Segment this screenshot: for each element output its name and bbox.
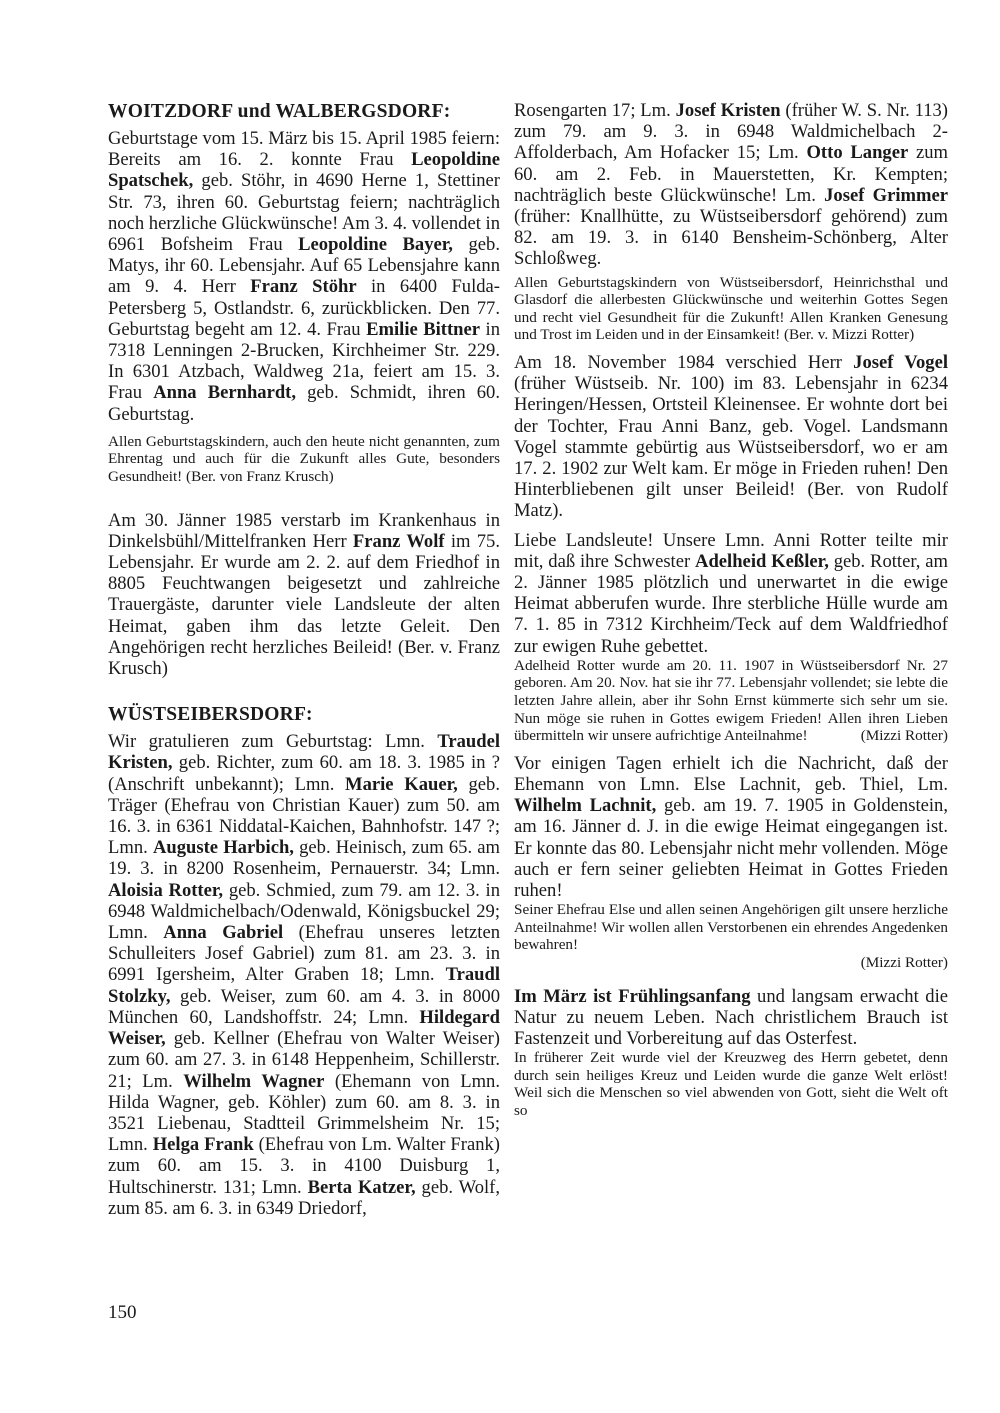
birthday-note-woitzdorf: Allen Geburtstagskindern, auch den heute nicht genannten, zum Ehrentag und auch für die Zukunft alles Gute, besonders Gesundheit! (Ber. von Franz Krusch) [108, 432, 500, 486]
section-heading-wuestseibersdorf: WÜSTSEIBERSDORF: [108, 704, 313, 726]
person-name: Emilie Bittner [366, 318, 481, 340]
person-name: Josef Grimmer [824, 184, 948, 206]
obituary-franz-wolf: Am 30. Jänner 1985 verstarb im Krankenhaus in Dinkelsbühl/Mittelfranken Herr Franz Wolf im 75. Lebensjahr. Er wurde am 2. 2. auf dem Friedhof in 8805 Feuchtwangen beigesetzt und zahlreiche Trauergäste, darunter viele Landsleute der alten Heimat, gaben ihm das letzte Geleit. Den Angehörigen recht herzliches Beileid! (Ber. v. Franz Krusch) [108, 509, 500, 680]
person-name: Hildegard Weiser, [108, 1006, 500, 1050]
person-name: Adelheid Keßler, [695, 550, 829, 572]
obituary-adelheid-kessler: Liebe Landsleute! Unsere Lmn. Anni Rotter teilte mir mit, daß ihre Schwester Adelheid Keßler, geb. Rotter, am 2. Jänner 1985 plötzlich und unerwartet in die ewige Heimat abberufen wurde. Ihre sterbliche Hülle wurde am 7. 1. 85 in 7312 Kirchheim/Teck auf dem Waldfriedhof zur ewigen Ruhe gebettet. [514, 529, 948, 657]
person-name: Traudel Kristen, [108, 731, 500, 774]
birthday-note-wuestseibersdorf: Allen Geburtstagskindern von Wüstseibersdorf, Heinrichsthal und Glasdorf die allerbesten Glückwünsche und weiterhin Gottes Segen und recht viel Gesundheit für die Zukunft! Allen Kranken Genesung und Trost im Leiden und in der Einsamkeit! (Ber. v. Mizzi Rotter) [514, 273, 948, 344]
spring-paragraph: Im März ist Frühlingsanfang und langsam erwacht die Natur zu neuem Leben. Nach christlichem Brauch ist Fastenzeit und Vorbereitung auf das Osterfest. [514, 985, 948, 1050]
person-name: Wilhelm Lachnit, [514, 795, 657, 817]
person-name: Helga Frank [152, 1134, 254, 1156]
person-name: Otto Langer [806, 142, 909, 164]
obituary-josef-vogel: Am 18. November 1984 verschied Herr Josef Vogel (früher Wüstseib. Nr. 100) im 83. Lebensjahr in 6234 Heringen/Hessen, Ortsteil Kleinensee. Er wohnte dort bei der Tochter, Frau Anni Banz, geb. Vogel. Landsmann Vogel stammte gebürtig aus Wüstseibersdorf, wo er am 17. 2. 1902 zur Welt kam. Er möge in Frieden ruhen! Den Hinterbliebenen gilt unser Beileid! (Ber. von Rudolf Matz). [514, 352, 949, 522]
obituary-wilhelm-lachnit: Vor einigen Tagen erhielt ich die Nachricht, daß der Ehemann von Lmn. Else Lachnit, geb. Thiel, Lm. Wilhelm Lachnit, geb. am 19. 7. 1905 in Goldenstein, am 16. Jänner d. J. in die ewige Heimat eingegangen ist. Er konnte das 80. Lebensjahr nicht mehr vollenden. Möge auch er fern seiner geliebten Heimat in Gottes Frieden ruhen! [514, 752, 948, 902]
page-number: 150 [108, 1302, 137, 1323]
person-name: Marie Kauer, [345, 773, 458, 795]
person-name: Wilhelm Wagner [183, 1070, 325, 1092]
person-name: Franz Wolf [352, 530, 445, 552]
person-name: Berta Katzer, [307, 1176, 416, 1198]
person-name: Aloisia Rotter, [108, 879, 224, 901]
person-name: Im März ist Frühlingsanfang [514, 985, 751, 1007]
person-name: Auguste Harbich, [152, 837, 294, 859]
person-name: Josef Vogel [853, 352, 949, 373]
right-column [514, 100, 948, 1120]
lachnit-note-signature: (Mizzi Rotter) [860, 954, 948, 972]
kessler-note: Adelheid Rotter wurde am 20. 11. 1907 in Wüstseibersdorf Nr. 27 geboren. Am 20. Nov. hat sie ihr 77. Lebensjahr vollendet; sie lebte die letzten Jahre allein, aber ihr Sohn Ernst kümmerte sich sehr um sie. Nun möge sie ruhen in Gottes ewigem Frieden! Allen ihren Lieben übermitteln wir unsere aufrichtige Anteilnahme! [514, 656, 948, 745]
birthday-paragraph-woitzdorf: Geburtstage vom 15. März bis 15. April 1985 feiern: Bereits am 16. 2. konnte Frau Leopoldine Spatschek, geb. Stöhr, in 4690 Herne 1, Stettiner Str. 73, ihren 60. Geburtstag feiern; nachträglich noch herzliche Glückwünsche! Am 3. 4. vollendet in 6961 Bofsheim Frau Leopoldine Bayer, geb. Matys, ihr 60. Lebensjahr. Auf 65 Lebensjahre kann am 9. 4. Herr Franz Stöhr in 6400 Fulda-Petersberg 5, Ostlandstr. 6, zurückblicken. Den 77. Geburtstag begeht am 12. 4. Frau Emilie Bittner in 7318 Lenningen 2-Brucken, Kirchheimer Str. 229. In 6301 Atzbach, Waldweg 21a, feiert am 15. 3. Frau Anna Bernhardt, geb. Schmidt, ihren 60. Geburtstag. [108, 128, 500, 425]
section-heading-woitzdorf: WOITZDORF und WALBERGSDORF: [108, 101, 451, 122]
lachnit-note: Seiner Ehefrau Else und allen seinen Angehörigen gilt unsere herzliche Anteilnahme! Wir wollen allen Verstorbenen ein ehrendes Angedenken bewahren! [514, 901, 948, 954]
person-name: Leopoldine Bayer, [298, 234, 453, 256]
left-column [108, 100, 500, 1219]
kessler-note-signature: (Mizzi Rotter) [860, 727, 948, 745]
birthday-paragraph-wuestseibersdorf: Wir gratulieren zum Geburtstag: Lmn. Traudel Kristen, geb. Richter, zum 60. am 18. 3. 1985 in ? (Anschrift unbekannt); Lmn. Marie Kauer, geb. Träger (Ehefrau von Christian Kauer) zum 50. am 16. 3. in 6361 Niddatal-Kaichen, Bahnhofstr. 147 ?; Lmn. Auguste Harbich, geb. Heinisch, zum 65. am 19. 3. in 8200 Rosenheim, Pernauerstr. 34; Lmn. Aloisia Rotter, geb. Schmied, zum 79. am 12. 3. in 6948 Waldmichelbach/Odenwald, Königsbuckel 29; Lmn. Anna Gabriel (Ehefrau unseres letzten Schulleiters Josef Gabriel) zum 81. am 23. 3. in 6991 Igersheim, Alter Graben 18; Lmn. Traudl Stolzky, geb. Weiser, zum 60. am 4. 3. in 8000 München 60, Landshoffstr. 24; Lmn. Hildegard Weiser, geb. Kellner (Ehefrau von Walter Weiser) zum 60. am 27. 3. in 6148 Heppenheim, Schillerstr. 21; Lm. Wilhelm Wagner (Ehemann von Lmn. Hilda Wagner, geb. Köhler) zum 60. am 8. 3. in 3521 Liebenau, Stadtteil Grimmelsheim Nr. 15; Lmn. Helga Frank (Ehefrau von Lm. Walter Frank) zum 60. am 15. 3. in 4100 Duisburg 1, Hultschinerstr. 131; Lmn. Berta Katzer, geb. Wolf, zum 85. am 6. 3. in 6349 Driedorf, [108, 731, 501, 1219]
person-name: Anna Gabriel [163, 922, 284, 944]
person-name: Franz Stöhr [250, 276, 357, 298]
person-name: Anna Bernhardt, [153, 382, 297, 404]
spring-note: In früherer Zeit wurde viel der Kreuzweg des Herrn gebetet, denn durch sein heiliges Kreuz und Leiden wurde die ganze Welt erlöst! Weil sich die Menschen so viel abwenden von Gott, sieht die Welt oft so [514, 1049, 948, 1119]
person-name: Josef Kristen [675, 100, 781, 121]
person-name: Traudl Stolzky, [108, 964, 500, 1007]
birthday-paragraph-continued: Rosengarten 17; Lm. Josef Kristen (früher W. S. Nr. 113) zum 79. am 9. 3. in 6948 Waldmichelbach 2-Affolderbach, Am Hofacker 15; Lm. Otto Langer zum 60. am 2. Feb. in Mauerstetten, Kr. Kempten; nachträglich beste Glückwünsche! Lm. Josef Grimmer (früher: Knallhütte, zu Wüstseibersdorf gehörend) zum 82. am 19. 3. in 6140 Bensheim-Schönberg, Alter Schloßweg. [514, 100, 948, 270]
person-name: Leopoldine Spatschek, [108, 149, 500, 192]
